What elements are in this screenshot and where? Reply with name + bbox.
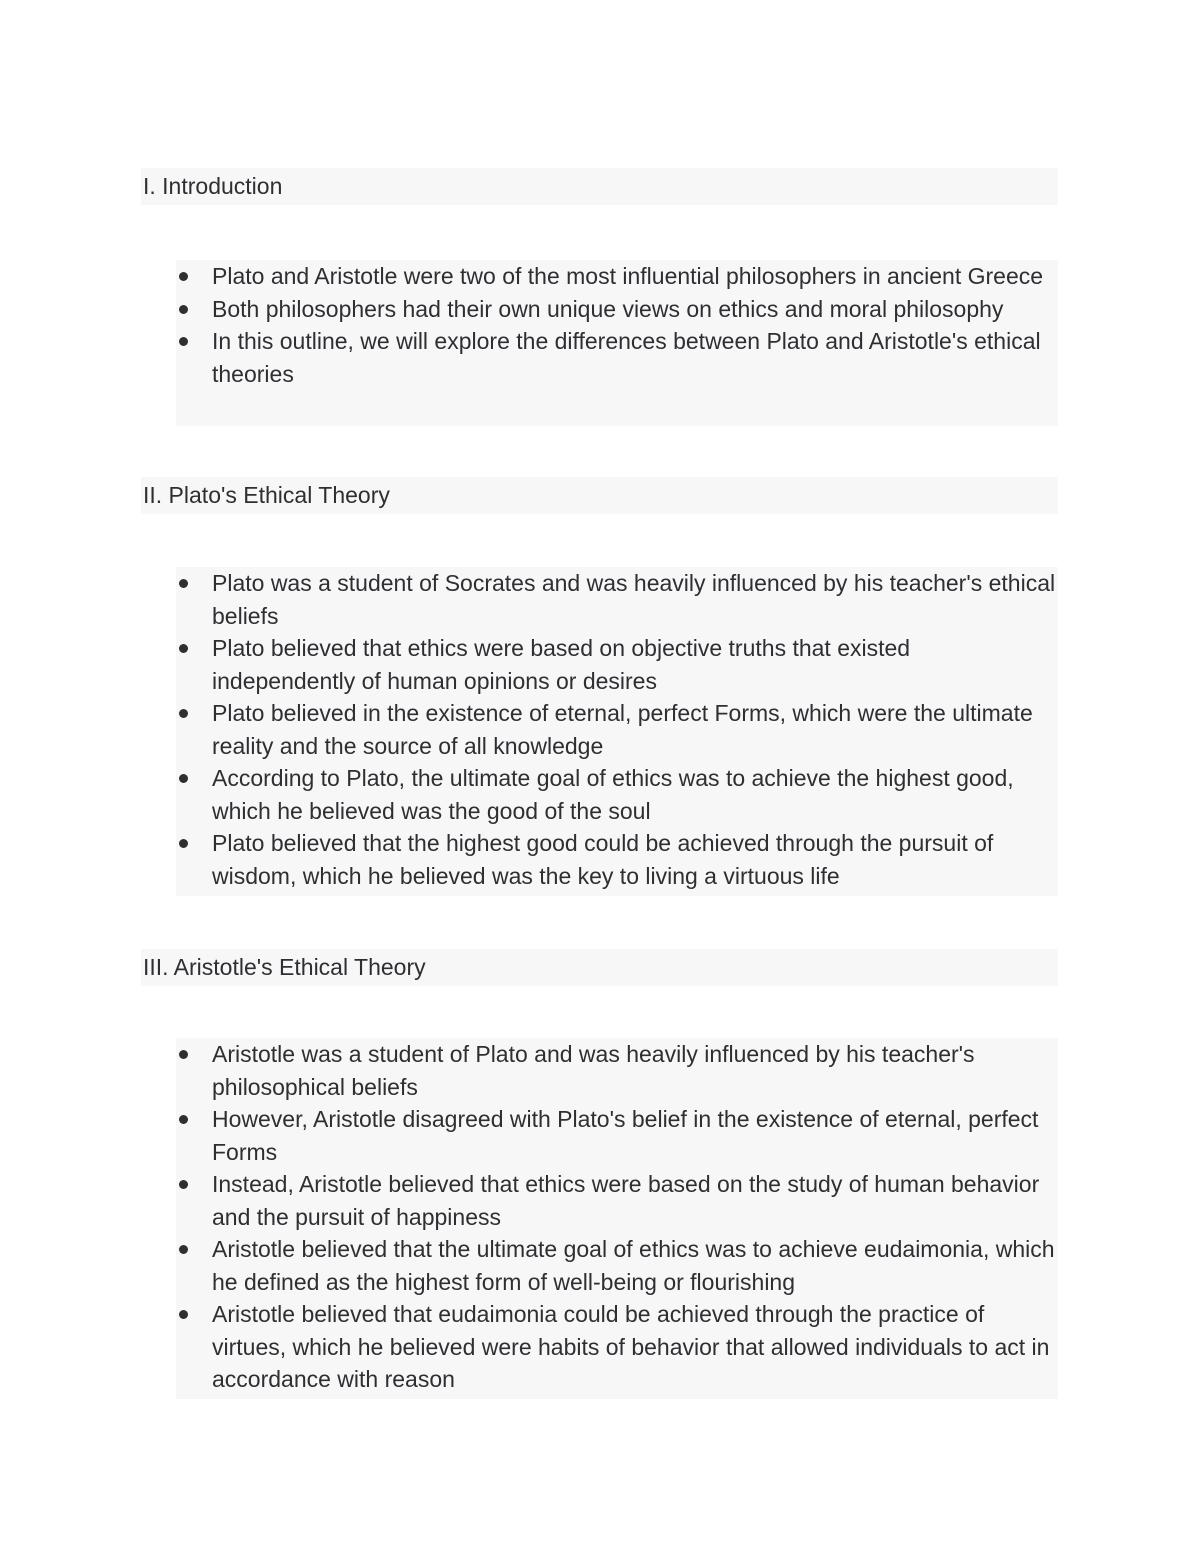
list-item-text: Aristotle believed that the ultimate goal of ethics was to achieve eudaimonia, which he defined as the highest form of well-being or flourishing	[212, 1236, 1055, 1295]
bullet-icon	[179, 1180, 188, 1189]
list-item-text: Plato was a student of Socrates and was heavily influenced by his teacher's ethical beliefs	[212, 570, 1056, 629]
bullet-icon	[179, 272, 188, 281]
list-item-text: Plato believed that the highest good could be achieved through the pursuit of wisdom, which he believed was the key to living a virtuous life	[212, 830, 994, 889]
bullet-icon	[179, 774, 188, 783]
list-item-text: Plato and Aristotle were two of the most influential philosophers in ancient Greece	[212, 263, 1044, 289]
bullet-icon	[179, 1245, 188, 1254]
bullet-icon	[179, 839, 188, 848]
list-item-text: In this outline, we will explore the differences between Plato and Aristotle's ethical theories	[212, 328, 1041, 387]
bullet-icon	[179, 579, 188, 588]
bullet-icon	[179, 1050, 188, 1059]
list-item	[176, 1298, 1058, 1396]
list-item	[176, 1103, 1058, 1168]
list-item-text: Plato believed in the existence of eternal, perfect Forms, which were the ultimate reality and the source of all knowledge	[212, 700, 1033, 759]
list-item-text: According to Plato, the ultimate goal of ethics was to achieve the highest good, which he believed was the good of the soul	[212, 765, 1014, 824]
list-item	[176, 325, 1058, 390]
section-heading-plato: II. Plato's Ethical Theory	[141, 477, 1058, 514]
list-item	[176, 827, 1058, 892]
bullet-list-introduction	[176, 260, 1058, 426]
section-heading-aristotle: III. Aristotle's Ethical Theory	[141, 949, 1058, 986]
list-item	[176, 632, 1058, 697]
bullet-icon	[179, 709, 188, 718]
bullet-icon	[179, 337, 188, 346]
list-item	[176, 1168, 1058, 1233]
section-heading-introduction: I. Introduction	[141, 168, 1058, 205]
list-item-text: Both philosophers had their own unique views on ethics and moral philosophy	[212, 295, 1004, 322]
bullet-list-aristotle	[176, 1038, 1058, 1399]
list-item	[176, 293, 1058, 326]
list-item-text: Instead, Aristotle believed that ethics were based on the study of human behavior and the pursuit of happiness	[212, 1171, 1040, 1230]
list-item	[176, 260, 1058, 293]
bullet-list-plato	[176, 567, 1058, 896]
list-item	[176, 697, 1058, 762]
bullet-icon	[179, 1310, 188, 1319]
list-item	[176, 1038, 1058, 1103]
list-item-text: However, Aristotle disagreed with Plato's belief in the existence of eternal, perfect Forms	[212, 1106, 1039, 1165]
list-item	[176, 762, 1058, 827]
list-item	[176, 1233, 1058, 1298]
bullet-icon	[179, 644, 188, 653]
list-item-text: Aristotle was a student of Plato and was heavily influenced by his teacher's philosophical beliefs	[212, 1041, 975, 1100]
bullet-icon	[179, 1115, 188, 1124]
bullet-icon	[179, 305, 188, 314]
list-item	[176, 567, 1058, 632]
list-item-text: Plato believed that ethics were based on objective truths that existed independently of human opinions or desires	[212, 635, 911, 694]
list-item-text: Aristotle believed that eudaimonia could be achieved through the practice of virtues, which he believed were habits of behavior that allowed individuals to act in accordance with reason	[212, 1301, 1050, 1392]
